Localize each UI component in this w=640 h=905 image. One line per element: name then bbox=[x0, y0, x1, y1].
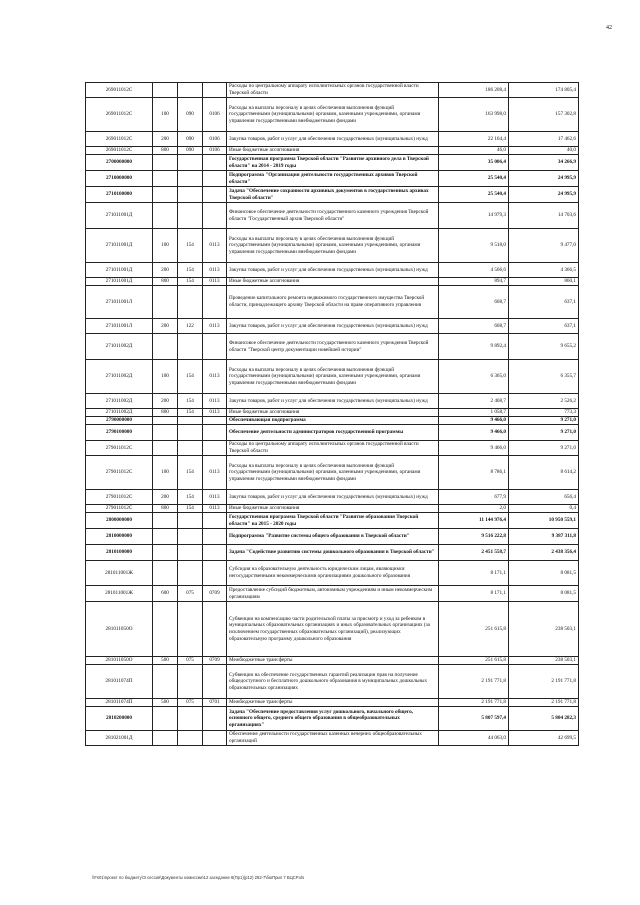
section-code bbox=[203, 286, 227, 319]
department-code bbox=[178, 286, 203, 319]
section-code: 0113 bbox=[203, 278, 227, 286]
amount-first-year: 11 144 976,4 bbox=[439, 513, 509, 529]
expense-type-code: 200 bbox=[153, 394, 178, 409]
amount-second-year: 4 366,5 bbox=[509, 263, 579, 278]
item-name: Задача "Обеспечение сохранности архивных документов в государственных архивах Тверской области" bbox=[227, 187, 439, 203]
amount-first-year: 22 164,4 bbox=[439, 132, 509, 147]
target-article-code: 271011001Д bbox=[86, 263, 153, 278]
target-article-code: 2700000000 bbox=[86, 155, 153, 171]
amount-first-year: 25 540,4 bbox=[439, 187, 509, 203]
amount-first-year: 668,7 bbox=[439, 319, 509, 334]
target-article-code: 281021001Д bbox=[86, 731, 153, 746]
expense-type-code bbox=[153, 334, 178, 360]
section-code bbox=[203, 203, 227, 229]
department-code bbox=[178, 171, 203, 187]
expense-type-code: 800 bbox=[153, 278, 178, 286]
department-code bbox=[178, 731, 203, 746]
amount-second-year: 34 266,9 bbox=[509, 155, 579, 171]
item-name: Иные бюджетные ассигнования bbox=[227, 505, 439, 513]
item-name: Закупка товаров, работ и услуг для обеспечения государственных (муниципальных) нужд bbox=[227, 394, 439, 409]
target-article-code: 279011012С bbox=[86, 505, 153, 513]
item-name: Расходы на выплаты персоналу в целях обеспечения выполнения функций государственными (муниципальными) органами, казенными учреждениями, органами управления государственными внебюджетными фондами bbox=[227, 229, 439, 263]
budget-table bbox=[85, 82, 579, 746]
expense-type-code bbox=[153, 171, 178, 187]
target-article-code: 271011002Д bbox=[86, 360, 153, 394]
table-row bbox=[86, 602, 579, 657]
section-code bbox=[203, 441, 227, 456]
amount-first-year: 163 998,0 bbox=[439, 98, 509, 132]
amount-second-year: 14 703,6 bbox=[509, 203, 579, 229]
amount-first-year: 9 518,0 bbox=[439, 229, 509, 263]
amount-first-year: 8 171,1 bbox=[439, 561, 509, 586]
department-code bbox=[178, 602, 203, 657]
department-code bbox=[178, 187, 203, 203]
section-code: 0106 bbox=[203, 132, 227, 147]
item-name: Расходы по центральному аппарату исполнительных органов государственной власти Тверской области bbox=[227, 83, 439, 98]
amount-second-year: 8 081,5 bbox=[509, 586, 579, 602]
section-code: 0113 bbox=[203, 229, 227, 263]
expense-type-code bbox=[153, 602, 178, 657]
amount-first-year: 6 365,0 bbox=[439, 360, 509, 394]
item-name: Расходы на выплаты персоналу в целях обеспечения выполнения функций государственными (муниципальными) органами, казенными учреждениями, органами управления государственными внебюджетными фондами bbox=[227, 98, 439, 132]
item-name: Субсидия на образовательную деятельность юридическим лицам, являющимся негосударственными некоммерческими организациями дошкольного образования bbox=[227, 561, 439, 586]
expense-type-code bbox=[153, 425, 178, 441]
department-code: 154 bbox=[178, 456, 203, 490]
table-row bbox=[86, 657, 579, 665]
section-code bbox=[203, 187, 227, 203]
item-name: Субвенции на компенсацию части родительской платы за присмотр и уход за ребенком в муниципальных образовательных организациях и иных образовательных организациях (за исключением государственных образовательных организаций), реализующих образовательную программу дошкольного образования bbox=[227, 602, 439, 657]
table-row bbox=[86, 132, 579, 147]
section-code: 0113 bbox=[203, 360, 227, 394]
table-row bbox=[86, 699, 579, 707]
amount-second-year: 9 387 311,8 bbox=[509, 529, 579, 545]
amount-first-year: 186 208,4 bbox=[439, 83, 509, 98]
expense-type-code bbox=[153, 665, 178, 699]
amount-first-year: 1 058,7 bbox=[439, 409, 509, 417]
section-code bbox=[203, 707, 227, 731]
table-row bbox=[86, 360, 579, 394]
section-code: 0709 bbox=[203, 657, 227, 665]
page-number: 42 bbox=[606, 25, 612, 31]
amount-second-year: 860,1 bbox=[509, 278, 579, 286]
section-code bbox=[203, 171, 227, 187]
item-name: Государственная программа Тверской области "Развитие образования Тверской области" на 2015 - 2020 годы bbox=[227, 513, 439, 529]
expense-type-code bbox=[153, 529, 178, 545]
department-code bbox=[178, 561, 203, 586]
amount-second-year: 157 302,8 bbox=[509, 98, 579, 132]
amount-first-year: 25 540,4 bbox=[439, 171, 509, 187]
item-name: Финансовое обеспечение деятельности государственного казенного учреждения Тверской области "Государственный архив Тверской области" bbox=[227, 203, 439, 229]
target-article-code: 2790100000 bbox=[86, 425, 153, 441]
amount-second-year: 10 950 559,1 bbox=[509, 513, 579, 529]
target-article-code: 269011012С bbox=[86, 98, 153, 132]
target-article-code: 281011050О bbox=[86, 657, 153, 665]
amount-first-year: 2,0 bbox=[439, 505, 509, 513]
item-name: Подпрограмма "Развитие системы общего образования в Тверской области" bbox=[227, 529, 439, 545]
table-row bbox=[86, 319, 579, 334]
section-code: 0701 bbox=[203, 699, 227, 707]
table-row bbox=[86, 278, 579, 286]
target-article-code: 2810200000 bbox=[86, 707, 153, 731]
target-article-code: 271011001Д bbox=[86, 278, 153, 286]
amount-first-year: 677,9 bbox=[439, 490, 509, 505]
target-article-code: 281011074П bbox=[86, 699, 153, 707]
amount-second-year: 6 355,7 bbox=[509, 360, 579, 394]
item-name: Межбюджетные трансферты bbox=[227, 699, 439, 707]
table-row bbox=[86, 513, 579, 529]
section-code bbox=[203, 529, 227, 545]
table-row bbox=[86, 263, 579, 278]
amount-second-year: 0,4 bbox=[509, 505, 579, 513]
amount-first-year: 251 615,8 bbox=[439, 657, 509, 665]
department-code bbox=[178, 203, 203, 229]
amount-second-year: 238 503,1 bbox=[509, 602, 579, 657]
expense-type-code bbox=[153, 83, 178, 98]
amount-second-year: 9 271,0 bbox=[509, 417, 579, 425]
amount-second-year: 2 526,2 bbox=[509, 394, 579, 409]
table-row bbox=[86, 187, 579, 203]
table-row bbox=[86, 98, 579, 132]
department-code bbox=[178, 425, 203, 441]
section-code bbox=[203, 545, 227, 561]
department-code bbox=[178, 83, 203, 98]
section-code: 0113 bbox=[203, 505, 227, 513]
amount-second-year: 238 503,1 bbox=[509, 657, 579, 665]
target-article-code: 271011001Д bbox=[86, 203, 153, 229]
amount-first-year: 2 451 558,7 bbox=[439, 545, 509, 561]
target-article-code: 281011074П bbox=[86, 665, 153, 699]
expense-type-code bbox=[153, 203, 178, 229]
table-row bbox=[86, 425, 579, 441]
section-code: 0106 bbox=[203, 98, 227, 132]
expense-type-code: 100 bbox=[153, 98, 178, 132]
item-name: Государственная программа Тверской области "Развитие архивного дела в Тверской области" на 2014 - 2019 годы bbox=[227, 155, 439, 171]
expense-type-code: 200 bbox=[153, 132, 178, 147]
table-row bbox=[86, 203, 579, 229]
amount-second-year: 9 271,0 bbox=[509, 441, 579, 456]
table-row bbox=[86, 394, 579, 409]
target-article-code: 271011001Д bbox=[86, 229, 153, 263]
item-name: Субвенции на обеспечение государственных гарантий реализации прав на получение общедоступного и бесплатного дошкольного образования в муниципальных дошкольных образовательных организациях bbox=[227, 665, 439, 699]
section-code bbox=[203, 83, 227, 98]
department-code: 154 bbox=[178, 360, 203, 394]
amount-first-year: 2 468,7 bbox=[439, 394, 509, 409]
item-name: Закупка товаров, работ и услуг для обеспечения государственных (муниципальных) нужд bbox=[227, 132, 439, 147]
target-article-code: 269011012С bbox=[86, 83, 153, 98]
amount-second-year: 5 804 282,3 bbox=[509, 707, 579, 731]
amount-second-year: 24 995,9 bbox=[509, 171, 579, 187]
table-row bbox=[86, 441, 579, 456]
table-row bbox=[86, 155, 579, 171]
footer-file-path: \\Fs01\проект по бюджету\Э сессия\Документы комиссии\12 заседание 8(Пр1)(р12) 282-7\бюПрил 7 ВЦСР.xls bbox=[92, 875, 305, 880]
expense-type-code bbox=[153, 417, 178, 425]
amount-first-year: 2 191 771,8 bbox=[439, 699, 509, 707]
department-code: 075 bbox=[178, 699, 203, 707]
amount-second-year: 2 191 771,8 bbox=[509, 699, 579, 707]
department-code: 154 bbox=[178, 490, 203, 505]
expense-type-code: 800 bbox=[153, 147, 178, 155]
department-code: 154 bbox=[178, 409, 203, 417]
department-code: 075 bbox=[178, 586, 203, 602]
amount-first-year: 9 892,4 bbox=[439, 334, 509, 360]
table-row bbox=[86, 505, 579, 513]
department-code bbox=[178, 529, 203, 545]
amount-second-year: 40,0 bbox=[509, 147, 579, 155]
department-code: 154 bbox=[178, 505, 203, 513]
amount-first-year: 35 006,4 bbox=[439, 155, 509, 171]
item-name: Расходы на выплаты персоналу в целях обеспечения выполнения функций государственными (муниципальными) органами, казенными учреждениями, органами управления государственными внебюджетными фондами bbox=[227, 456, 439, 490]
amount-first-year: 14 979,3 bbox=[439, 203, 509, 229]
amount-first-year: 46,0 bbox=[439, 147, 509, 155]
target-article-code: 279011012С bbox=[86, 490, 153, 505]
expense-type-code bbox=[153, 286, 178, 319]
department-code: 154 bbox=[178, 263, 203, 278]
item-name: Межбюджетные трансферты bbox=[227, 657, 439, 665]
item-name: Обеспечение деятельности администраторов государственной программы bbox=[227, 425, 439, 441]
expense-type-code: 100 bbox=[153, 229, 178, 263]
section-code bbox=[203, 602, 227, 657]
item-name: Финансовое обеспечение деятельности государственного казенного учреждения Тверской области "Тверской центр документации новейшей истории" bbox=[227, 334, 439, 360]
department-code bbox=[178, 155, 203, 171]
expense-type-code: 800 bbox=[153, 505, 178, 513]
target-article-code: 279011012С bbox=[86, 456, 153, 490]
item-name: Предоставление субсидий бюджетным, автономным учреждениям и иным некоммерческим организациям bbox=[227, 586, 439, 602]
item-name: Расходы по центральному аппарату исполнительных органов государственной власти Тверской области bbox=[227, 441, 439, 456]
expense-type-code bbox=[153, 561, 178, 586]
amount-first-year: 668,7 bbox=[439, 286, 509, 319]
amount-second-year: 9 477,0 bbox=[509, 229, 579, 263]
section-code: 0113 bbox=[203, 409, 227, 417]
item-name: Проведение капитального ремонта недвижимого государственного имущества Тверской области, принадлежащего архиву Тверской области на праве оперативного управления bbox=[227, 286, 439, 319]
expense-type-code: 500 bbox=[153, 657, 178, 665]
table-row bbox=[86, 707, 579, 731]
target-article-code: 2710000000 bbox=[86, 171, 153, 187]
section-code bbox=[203, 731, 227, 746]
expense-type-code: 800 bbox=[153, 409, 178, 417]
table-row bbox=[86, 529, 579, 545]
department-code bbox=[178, 334, 203, 360]
amount-second-year: 9 271,0 bbox=[509, 425, 579, 441]
amount-second-year: 24 995,9 bbox=[509, 187, 579, 203]
amount-second-year: 42 699,5 bbox=[509, 731, 579, 746]
amount-second-year: 637,1 bbox=[509, 319, 579, 334]
item-name: Задача "Обеспечение предоставления услуг дошкольного, начального общего, основного общего, среднего общего образования в общеобразовательных организациях" bbox=[227, 707, 439, 731]
target-article-code: 281011001Ж bbox=[86, 586, 153, 602]
amount-first-year: 2 191 771,8 bbox=[439, 665, 509, 699]
target-article-code: 279011012С bbox=[86, 441, 153, 456]
table-row bbox=[86, 334, 579, 360]
target-article-code: 281011050О bbox=[86, 602, 153, 657]
section-code: 0709 bbox=[203, 586, 227, 602]
amount-first-year: 9 466,0 bbox=[439, 441, 509, 456]
expense-type-code: 200 bbox=[153, 319, 178, 334]
target-article-code: 2710100000 bbox=[86, 187, 153, 203]
item-name: Иные бюджетные ассигнования bbox=[227, 409, 439, 417]
section-code bbox=[203, 155, 227, 171]
expense-type-code: 600 bbox=[153, 586, 178, 602]
target-article-code: 271011001Л bbox=[86, 286, 153, 319]
section-code: 0113 bbox=[203, 263, 227, 278]
amount-first-year: 9 516 222,8 bbox=[439, 529, 509, 545]
table-row bbox=[86, 286, 579, 319]
table-row bbox=[86, 561, 579, 586]
section-code: 0113 bbox=[203, 456, 227, 490]
amount-first-year: 4 566,6 bbox=[439, 263, 509, 278]
item-name: Закупка товаров, работ и услуг для обеспечения государственных (муниципальных) нужд bbox=[227, 319, 439, 334]
amount-first-year: 894,7 bbox=[439, 278, 509, 286]
target-article-code: 2810100000 bbox=[86, 545, 153, 561]
table-row bbox=[86, 731, 579, 746]
section-code: 0106 bbox=[203, 147, 227, 155]
expense-type-code: 200 bbox=[153, 263, 178, 278]
table-row bbox=[86, 665, 579, 699]
section-code bbox=[203, 334, 227, 360]
department-code: 075 bbox=[178, 657, 203, 665]
expense-type-code bbox=[153, 441, 178, 456]
table-row bbox=[86, 83, 579, 98]
section-code: 0113 bbox=[203, 319, 227, 334]
amount-first-year: 5 807 597,4 bbox=[439, 707, 509, 731]
amount-second-year: 773,3 bbox=[509, 409, 579, 417]
department-code bbox=[178, 707, 203, 731]
department-code: 154 bbox=[178, 278, 203, 286]
department-code: 154 bbox=[178, 394, 203, 409]
amount-second-year: 8 081,5 bbox=[509, 561, 579, 586]
expense-type-code: 500 bbox=[153, 699, 178, 707]
table-row bbox=[86, 171, 579, 187]
expense-type-code bbox=[153, 513, 178, 529]
department-code: 154 bbox=[178, 229, 203, 263]
section-code: 0113 bbox=[203, 394, 227, 409]
target-article-code: 271011002Д bbox=[86, 394, 153, 409]
table-row bbox=[86, 586, 579, 602]
expense-type-code: 100 bbox=[153, 360, 178, 394]
expense-type-code: 100 bbox=[153, 456, 178, 490]
amount-second-year: 17 462,6 bbox=[509, 132, 579, 147]
target-article-code: 2790000000 bbox=[86, 417, 153, 425]
expense-type-code bbox=[153, 545, 178, 561]
item-name: Задача "Содействие развитию системы дошкольного образования в Тверской области" bbox=[227, 545, 439, 561]
amount-second-year: 2 438 356,4 bbox=[509, 545, 579, 561]
amount-first-year: 251 615,8 bbox=[439, 602, 509, 657]
table-body bbox=[86, 83, 579, 746]
table-row bbox=[86, 147, 579, 155]
amount-first-year: 44 063,0 bbox=[439, 731, 509, 746]
target-article-code: 269011012С bbox=[86, 147, 153, 155]
item-name: Расходы на выплаты персоналу в целях обеспечения выполнения функций государственными (муниципальными) органами, казенными учреждениями, органами управления государственными внебюджетными фондами bbox=[227, 360, 439, 394]
department-code bbox=[178, 665, 203, 699]
target-article-code: 271011002Д bbox=[86, 334, 153, 360]
item-name: Обеспечение деятельности государственных казенных вечерних общеобразовательных организаций bbox=[227, 731, 439, 746]
section-code bbox=[203, 561, 227, 586]
target-article-code: 271011001Л bbox=[86, 319, 153, 334]
target-article-code: 271011002Д bbox=[86, 409, 153, 417]
amount-first-year: 9 466,0 bbox=[439, 425, 509, 441]
expense-type-code: 200 bbox=[153, 490, 178, 505]
table-row bbox=[86, 409, 579, 417]
item-name: Закупка товаров, работ и услуг для обеспечения государственных (муниципальных) нужд bbox=[227, 263, 439, 278]
department-code bbox=[178, 441, 203, 456]
table-row bbox=[86, 490, 579, 505]
item-name: Закупка товаров, работ и услуг для обеспечения государственных (муниципальных) нужд bbox=[227, 490, 439, 505]
section-code bbox=[203, 665, 227, 699]
expense-type-code bbox=[153, 187, 178, 203]
section-code: 0113 bbox=[203, 490, 227, 505]
target-article-code: 269011012С bbox=[86, 132, 153, 147]
expense-type-code bbox=[153, 731, 178, 746]
amount-first-year: 8 786,1 bbox=[439, 456, 509, 490]
target-article-code: 2810000000 bbox=[86, 529, 153, 545]
amount-second-year: 2 191 771,8 bbox=[509, 665, 579, 699]
item-name: Обеспечивающая подпрограмма bbox=[227, 417, 439, 425]
target-article-code: 2800000000 bbox=[86, 513, 153, 529]
department-code: 122 bbox=[178, 319, 203, 334]
department-code: 090 bbox=[178, 147, 203, 155]
item-name: Иные бюджетные ассигнования bbox=[227, 278, 439, 286]
item-name: Иные бюджетные ассигнования bbox=[227, 147, 439, 155]
amount-first-year: 8 171,1 bbox=[439, 586, 509, 602]
department-code: 090 bbox=[178, 132, 203, 147]
table-row bbox=[86, 456, 579, 490]
item-name: Подпрограмма "Организация деятельности государственных архивов Тверской области" bbox=[227, 171, 439, 187]
section-code bbox=[203, 513, 227, 529]
amount-first-year: 9 466,0 bbox=[439, 417, 509, 425]
amount-second-year: 174 805,4 bbox=[509, 83, 579, 98]
expense-type-code bbox=[153, 707, 178, 731]
amount-second-year: 656,4 bbox=[509, 490, 579, 505]
amount-second-year: 9 655,2 bbox=[509, 334, 579, 360]
amount-second-year: 8 614,2 bbox=[509, 456, 579, 490]
table-row bbox=[86, 545, 579, 561]
table-row bbox=[86, 229, 579, 263]
department-code bbox=[178, 417, 203, 425]
table-row bbox=[86, 417, 579, 425]
department-code bbox=[178, 513, 203, 529]
section-code bbox=[203, 425, 227, 441]
expense-type-code bbox=[153, 155, 178, 171]
target-article-code: 281011001Ж bbox=[86, 561, 153, 586]
section-code bbox=[203, 417, 227, 425]
amount-second-year: 637,1 bbox=[509, 286, 579, 319]
department-code: 090 bbox=[178, 98, 203, 132]
department-code bbox=[178, 545, 203, 561]
